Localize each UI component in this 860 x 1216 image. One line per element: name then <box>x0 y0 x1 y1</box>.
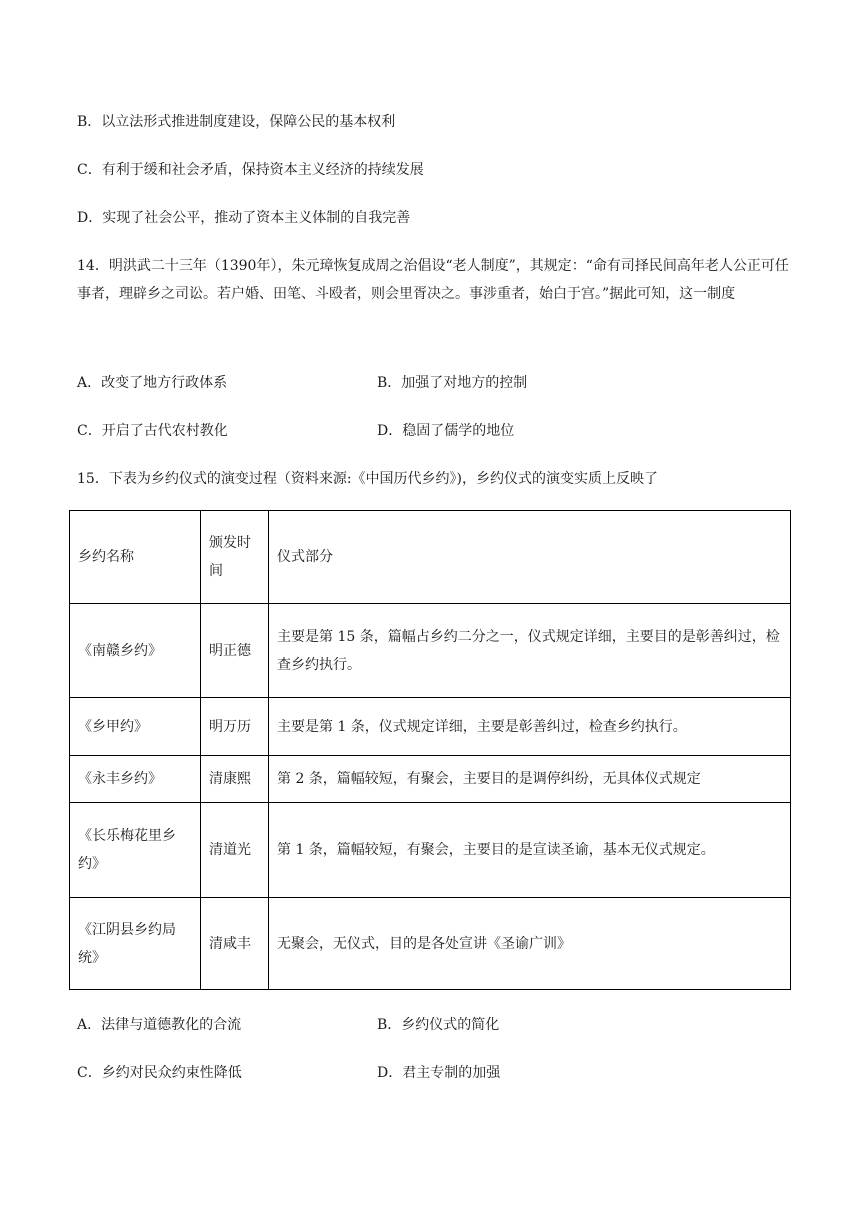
table-row <box>70 803 791 898</box>
q15-option-b: B．乡约仪式的简化 <box>377 1017 500 1033</box>
question-15-stem: 15．下表为乡约仪式的演变过程（资料来源:《中国历代乡约》)，乡约仪式的演变实质上反映了 <box>77 471 658 487</box>
q14-option-d: D．稳固了儒学的地位 <box>377 423 515 439</box>
q15-option-a: A．法律与道德教化的合流 <box>77 1017 242 1033</box>
table-cell: 无聚会，无仪式，目的是各处宣讲《圣谕广训》 <box>269 898 791 990</box>
table-cell: 清道光 <box>201 803 269 898</box>
table-cell: 主要是第 15 条，篇幅占乡约二分之一，仪式规定详细，主要目的是彰善纠过，检查乡约执行。 <box>269 604 791 698</box>
table-row <box>70 604 791 698</box>
table-cell: 《南赣乡约》 <box>70 604 201 698</box>
table-cell: 第 1 条，篇幅较短，有聚会，主要目的是宣读圣谕，基本无仪式规定。 <box>269 803 791 898</box>
q14-option-a: A．改变了地方行政体系 <box>77 375 228 391</box>
table-cell: 明正德 <box>201 604 269 698</box>
table-cell: 清康熙 <box>201 756 269 803</box>
table-header-row <box>70 511 791 604</box>
table-cell: 《长乐梅花里乡约》 <box>70 803 201 898</box>
prev-option-c: C．有利于缓和社会矛盾，保持资本主义经济的持续发展 <box>77 162 424 178</box>
prev-option-d: D．实现了社会公平，推动了资本主义体制的自我完善 <box>77 210 411 226</box>
q15-option-d: D．君主专制的加强 <box>377 1065 501 1081</box>
q15-option-c: C．乡约对民众约束性降低 <box>77 1065 242 1081</box>
table-cell: 主要是第 1 条，仪式规定详细，主要是彰善纠过，检查乡约执行。 <box>269 698 791 756</box>
xiangyue-table <box>69 510 791 990</box>
table-row <box>70 898 791 990</box>
q14-option-c: C．开启了古代农村教化 <box>77 423 228 439</box>
table-cell: 《永丰乡约》 <box>70 756 201 803</box>
header-cell: 颁发时间 <box>201 511 269 604</box>
q14-option-b: B．加强了对地方的控制 <box>377 375 528 391</box>
table-cell: 《乡甲约》 <box>70 698 201 756</box>
prev-option-b: B．以立法形式推进制度建设，保障公民的基本权利 <box>77 114 396 130</box>
table-cell: 清咸丰 <box>201 898 269 990</box>
table-cell: 第 2 条，篇幅较短，有聚会，主要目的是调停纠纷，无具体仪式规定 <box>269 756 791 803</box>
header-cell: 乡约名称 <box>70 511 201 604</box>
table-row <box>70 756 791 803</box>
header-cell: 仪式部分 <box>269 511 791 604</box>
question-14-stem: 14．明洪武二十三年（1390年），朱元璋恢复成周之治倡设“老人制度”，其规定：“命有司择民间高年老人公正可任事者，理辟乡之司讼。若户婚、田笔、斗殴者，则会里胥决之。事涉重者，始白于宫。”据此可知，这一制度 <box>77 258 789 302</box>
table-row <box>70 698 791 756</box>
table-cell: 明万历 <box>201 698 269 756</box>
table-cell: 《江阴县乡约局统》 <box>70 898 201 990</box>
